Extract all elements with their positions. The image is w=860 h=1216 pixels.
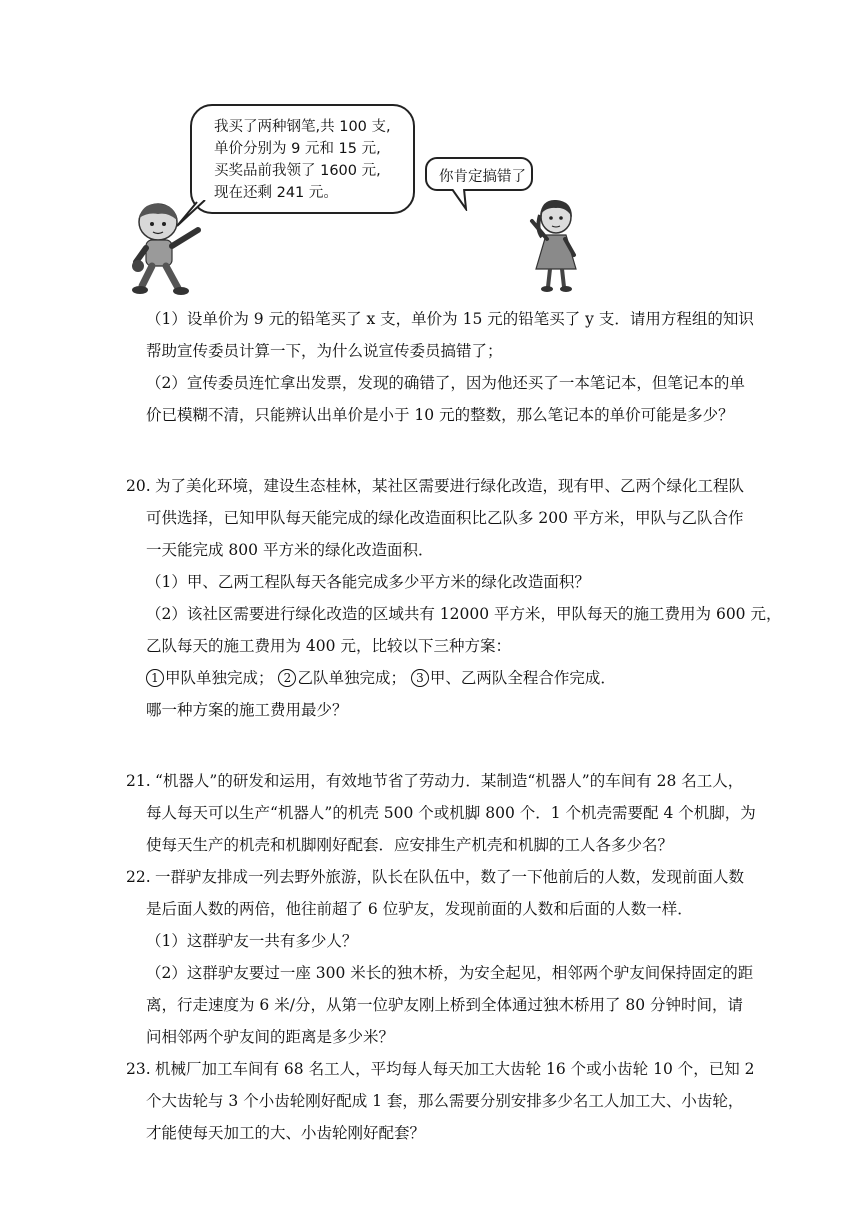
option-marker: 3 <box>411 669 429 687</box>
q21-line2: 每人每天可以生产“机器人”的机壳 500 个或机脚 800 个．1 个机壳需要配 4 个机脚，为 <box>146 804 756 822</box>
q22-line2: 是后面人数的两倍，他往前超了 6 位驴友，发现前面的人数和后面的人数一样． <box>146 900 693 918</box>
q20-part2-line2: 乙队每天的施工费用为 400 元，比较以下三种方案： <box>146 637 511 655</box>
q21-line1: “机器人”的研发和运用，有效地节省了劳动力．某制造“机器人”的车间有 28 名工人， <box>155 772 744 790</box>
speech-line: 买奖品前我领了 1600 元, <box>214 163 381 179</box>
q22-line1: 一群驴友排成一列去野外旅游，队长在队伍中，数了一下他前后的人数，发现前面人数 <box>155 868 745 886</box>
q20-part1: （1）甲、乙两工程队每天各能完成多少平方米的绿化改造面积？ <box>146 573 590 591</box>
boy-illustration <box>128 200 208 296</box>
q19-part2-line1: （2）宣传委员连忙拿出发票，发现的确错了，因为他还买了一本笔记本，但笔记本的单 <box>146 374 745 392</box>
option-marker: 1 <box>146 669 164 687</box>
q22-part1: （1）这群驴友一共有多少人？ <box>146 932 358 950</box>
q20-line3: 一天能完成 800 平方米的绿化改造面积． <box>146 541 434 559</box>
boy-speech-bubble <box>190 104 415 214</box>
bubble-tail <box>448 189 478 211</box>
q23-line2: 个大齿轮与 3 个小齿轮刚好配成 1 套，那么需要分别安排多少名工人加工大、小齿轮， <box>146 1092 744 1110</box>
q21-line3: 使每天生产的机壳和机脚刚好配套．应安排生产机壳和机脚的工人各多少名？ <box>146 836 674 854</box>
q20-question: 哪一种方案的施工费用最少？ <box>146 701 348 719</box>
speech-line: 现在还剩 241 元。 <box>214 185 338 201</box>
q23-number: 23. <box>126 1060 151 1078</box>
q22-part2-line2: 离，行走速度为 6 米/分，从第一位驴友刚上桥到全体通过独木桥用了 80 分钟时间，请 <box>146 996 744 1014</box>
q22-part2-line3: 问相邻两个驴友间的距离是多少米？ <box>146 1028 395 1046</box>
q23-line1: 机械厂加工车间有 68 名工人，平均每人每天加工大齿轮 16 个或小齿轮 10 个，已知 2 <box>155 1060 755 1078</box>
q20-line1: 为了美化环境，建设生态桂林，某社区需要进行绿化改造，现有甲、乙两个绿化工程队 <box>155 477 745 495</box>
option-2: 乙队单独完成； <box>297 669 406 687</box>
option-marker: 2 <box>278 669 296 687</box>
speech-line: 单价分别为 9 元和 15 元, <box>214 141 381 157</box>
girl-illustration <box>520 195 590 295</box>
q20-part2-line1: （2）该社区需要进行绿化改造的区域共有 12000 平方米，甲队每天的施工费用为 600 元， <box>146 605 782 623</box>
option-3: 甲、乙两队全程合作完成． <box>429 669 616 687</box>
speech-line: 我买了两种钢笔,共 100 支, <box>214 119 391 135</box>
girl-speech-bubble: 你肯定搞错了 <box>425 157 533 191</box>
q23-line3: 才能使每天加工的大、小齿轮刚好配套？ <box>146 1124 426 1142</box>
q20-number: 20. <box>126 477 151 495</box>
q19-part1-line2: 帮助宣传委员计算一下，为什么说宣传委员搞错了； <box>146 342 503 360</box>
option-1: 甲队单独完成； <box>165 669 274 687</box>
q21-number: 21. <box>126 772 151 790</box>
q19-part2-line2: 价已模糊不清，只能辨认出单价是小于 10 元的整数，那么笔记本的单价可能是多少？ <box>146 406 734 424</box>
q20-options <box>146 668 616 688</box>
q20-line2: 可供选择，已知甲队每天能完成的绿化改造面积比乙队多 200 平方米，甲队与乙队合作 <box>146 509 744 527</box>
q22-number: 22. <box>126 868 151 886</box>
q19-part1-line1: （1）设单价为 9 元的铅笔买了 x 支，单价为 15 元的铅笔买了 y 支．请用方程组的知识 <box>146 310 754 328</box>
q22-part2-line1: （2）这群驴友要过一座 300 米长的独木桥，为安全起见，相邻两个驴友间保持固定的距 <box>146 964 754 982</box>
